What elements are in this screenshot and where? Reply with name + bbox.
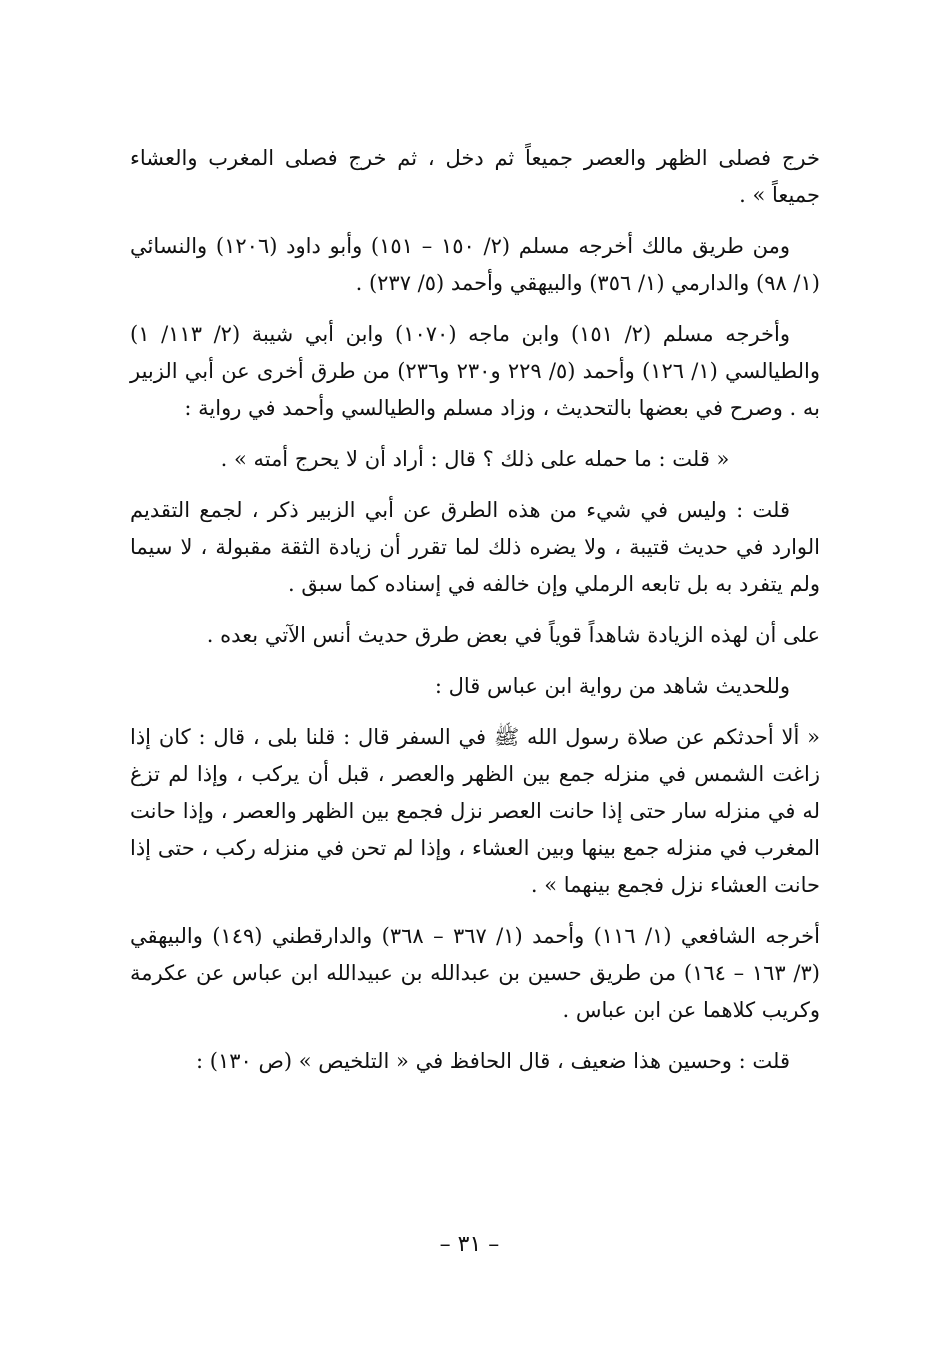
paragraph-8: قلت : وحسين هذا ضعيف ، قال الحافظ في « التلخيص » (ص ١٣٠) : <box>195 1049 790 1073</box>
paragraph-3: وأخرجه مسلم (٢/ ١٥١) وابن ماجه (١٠٧٠) وابن أبي شيبة (٢/ ١١٣/ ١) والطيالسي (١/ ١٢٦) وأحمد (٥/ ٢٢٩ و٢٣٠ و٢٣٦) من طرق أخرى عن أبي الزبير به . وصرح في بعضها بالتحديث ، وزاد مسلم والطيالسي وأحمد في رواية : <box>130 322 820 420</box>
page-body <box>130 140 820 1094</box>
paragraph-5: على أن لهذه الزيادة شاهداً قوياً في بعض طرق حديث أنس الآتي بعده . <box>206 623 820 647</box>
quote-1: « قلت : ما حمله على ذلك ؟ قال : أراد أن لا يحرج أمته » . <box>220 447 730 471</box>
paragraph-4: قلت : وليس في شيء من هذه الطرق عن أبي الزبير ذكر ، لجمع التقديم الوارد في حديث قتيبة ، ولا يضره ذلك لما تقرر أن زيادة الثقة مقبولة ، لا سيما ولم يتفرد به بل تابعه الرملي وإن خالفه في إسناده كما سبق . <box>130 498 820 596</box>
paragraph-6: وللحديث شاهد من رواية ابن عباس قال : <box>434 674 790 698</box>
quote-2: « ألا أحدثكم عن صلاة رسول الله ﷺ في السفر قال : قلنا بلى ، قال : كان إذا زاغت الشمس في منزله جمع بين الظهر والعصر ، قبل أن يركب ، وإذا لم تزغ له في منزله سار حتى إذا حانت العصر نزل فجمع بين الظهر والعصر ، وإذا حانت المغرب في منزله جمع بينها وبين العشاء ، وإذا لم تحن في منزله ركب ، حتى إذا حانت العشاء نزل فجمع بينهما » . <box>130 725 820 897</box>
page-number: – ٣١ – <box>439 1232 500 1257</box>
paragraph-7: أخرجه الشافعي (١/ ١١٦) وأحمد (١/ ٣٦٧ – ٣٦٨) والدارقطني (١٤٩) والبيهقي (٣/ ١٦٣ – ١٦٤) من طريق حسين بن عبدالله بن عبيدالله ابن عباس عن عكرمة وكريب كلاهما عن ابن عباس . <box>130 924 820 1022</box>
paragraph-2: ومن طريق مالك أخرجه مسلم (٢/ ١٥٠ – ١٥١) وأبو داود (١٢٠٦) والنسائي (١/ ٩٨) والدارمي (١/ ٣٥٦) والبيهقي وأحمد (٥/ ٢٣٧) . <box>130 234 820 295</box>
paragraph-1: خرج فصلى الظهر والعصر جميعاً ثم دخل ، ثم خرج فصلى المغرب والعشاء جميعاً » . <box>130 146 820 207</box>
